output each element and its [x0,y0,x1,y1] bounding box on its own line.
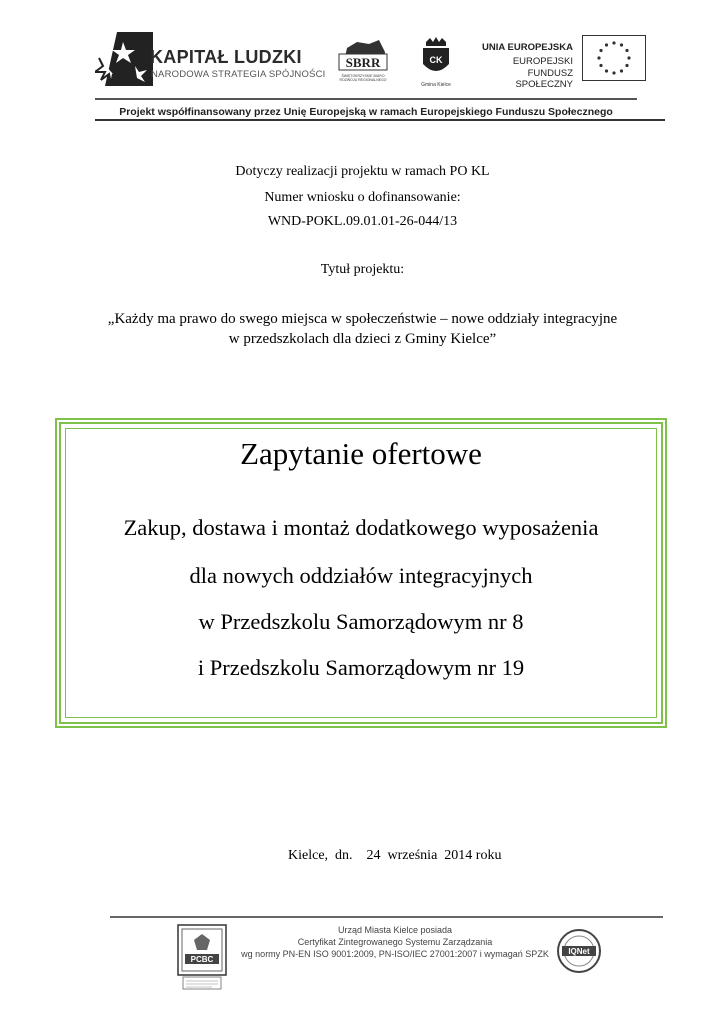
kapital-ludzki-title: KAPITAŁ LUDZKI [150,47,302,67]
iqnet-certificate-logo [556,928,602,974]
eu-star-icon [599,49,602,52]
project-title-label: Tytuł projektu: [320,262,405,277]
sbrr-logo [335,36,391,94]
pcbc-text: PCBC [190,955,214,964]
project-program-line: Dotyczy realizacji projektu w ramach PO KL [235,164,490,179]
document-title: Zapytanie ofertowe [240,436,482,471]
eu-star-icon [620,43,623,46]
document-date: Kielce, dn. 24 września 2014 roku [288,848,502,863]
project-title-line-1: „Każdy ma prawo do swego miejsca w społeczeństwie – nowe oddziały integracyjne [107,311,618,327]
eu-line-2: EUROPEJSKI [512,56,573,67]
application-number: WND-POKL.09.01.01-26-044/13 [267,214,458,229]
eu-star-icon [620,69,623,72]
eu-star-icon [597,56,600,59]
eu-star-icon [612,41,615,44]
subject-line-4: i Przedszkolu Samorządowym nr 19 [197,655,525,680]
eu-star-icon [605,69,608,72]
subject-line-1: Zakup, dostawa i montaż dodatkowego wyposażenia [123,515,599,540]
ck-text: CK [429,55,443,65]
gmina-kielce-crest [420,36,452,78]
footer-certification [240,924,550,960]
project-title-line-2: w przedszkolach dla dzieci z Gminy Kielce” [228,331,497,347]
eu-star-icon [605,43,608,46]
eu-line-3: FUNDUSZ SPOŁECZNY [515,68,573,90]
cofinance-note: Projekt współfinansowany przez Unię Europejską w ramach Europejskiego Funduszu Społecznego [119,106,613,118]
header-rule [95,119,665,121]
eu-line-1: UNIA EUROPEJSKA [482,42,573,53]
eu-star-icon [625,49,628,52]
iqnet-text: IQNet [568,947,590,956]
footer-line-2: Certyfikat Zintegrowanego Systemu Zarządzania [297,937,493,947]
sbrr-text: SBRR [345,55,381,70]
pcbc-certificate-logo [177,924,227,990]
eu-star-icon [599,64,602,67]
footer-rule [110,916,663,918]
eu-star-icon [625,64,628,67]
kapital-ludzki-logo [95,28,155,88]
subject-line-3: w Przedszkolu Samorządowym nr 8 [198,609,524,634]
header-divider [95,98,637,100]
eu-star-icon [612,71,615,74]
footer-line-1: Urząd Miasta Kielce posiada [337,925,453,935]
subject-line-2: dla nowych oddziałów integracyjnych [189,563,533,588]
eu-star-icon [627,56,630,59]
sbrr-caption: ŚWIĘTOKRZYSKIE BIURO ROZWOJU REGIONALNEGO [339,74,387,82]
footer-line-3: wg normy PN-EN ISO 9001:2009, PN-ISO/IEC 27001:2007 i wymagań SPZK [241,949,549,959]
kapital-ludzki-subtitle: NARODOWA STRATEGIA SPÓJNOŚCI [151,69,326,80]
gmina-kielce-caption: Gmina Kielce [421,82,451,88]
eu-text [478,42,573,90]
eu-flag-icon [582,35,646,81]
application-number-label: Numer wniosku o dofinansowanie: [264,190,461,205]
